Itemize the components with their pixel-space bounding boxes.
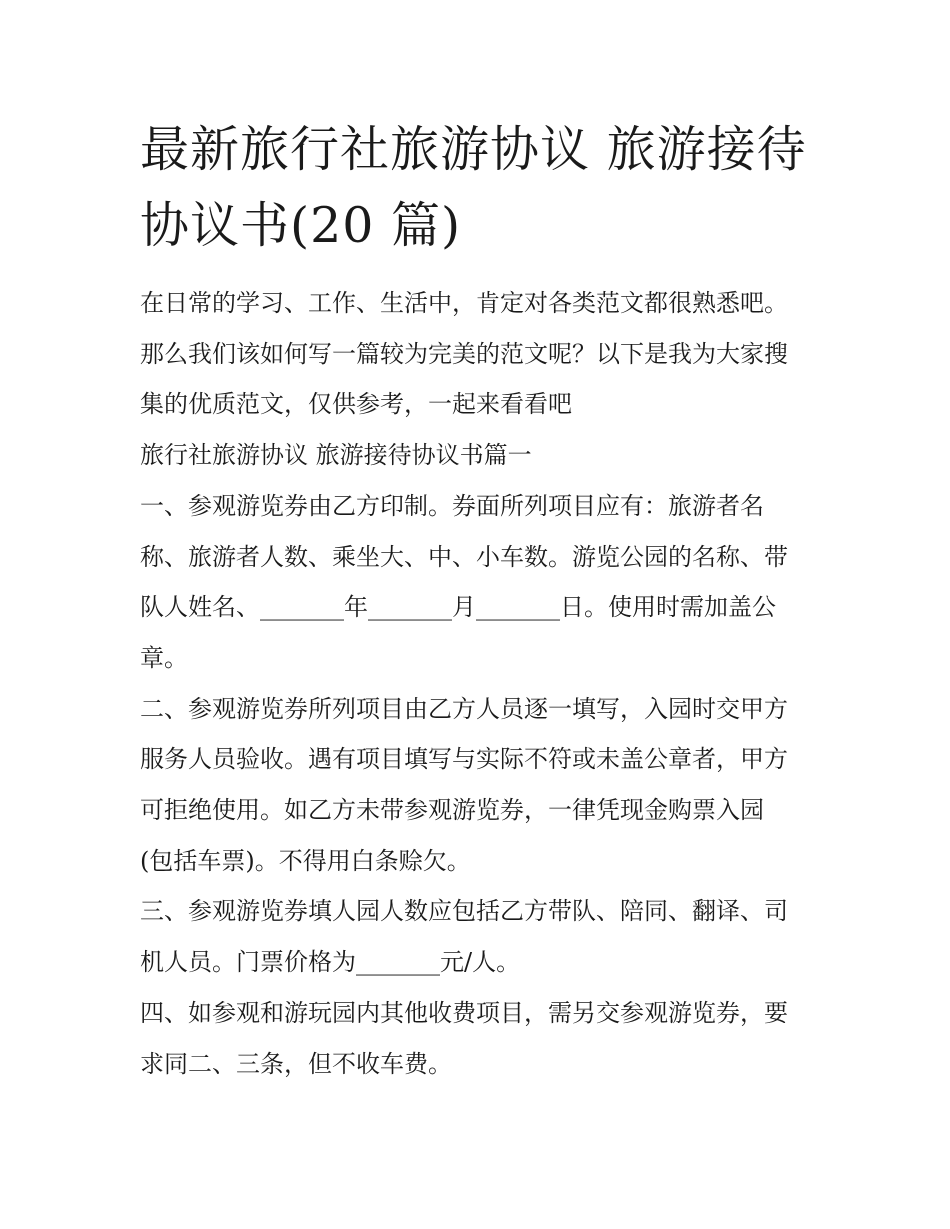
text-line: 集的优质范文，仅供参考，一起来看看吧 [140,390,572,419]
text-line: 称、旅游者人数、乘坐大、中、小车数。游览公园的名称、带 [140,542,788,571]
text-line: 章。 [140,643,188,672]
clause-three [140,886,830,987]
intro-paragraph [140,278,830,430]
clause-one [140,481,830,684]
title-line: 最新旅行社旅游协议 旅游接待 [140,121,807,178]
text-line: 机人员。门票价格为_______元/人。 [140,948,521,977]
section-heading [140,430,830,481]
text-line: 服务人员验收。遇有项目填写与实际不符或未盖公章者，甲方 [140,745,788,774]
text-line: 可拒绝使用。如乙方未带参观游览券，一律凭现金购票入园 [140,796,764,825]
text-line: 四、如参观和游玩园内其他收费项目，需另交参观游览券，要 [140,998,788,1027]
text-line: 二、参观游览券所列项目由乙方人员逐一填写，入园时交甲方 [140,694,788,723]
clause-four [140,988,830,1089]
text-line: (包括车票)。不得用白条赊欠。 [140,846,471,875]
text-line: 那么我们该如何写一篇较为完美的范文呢？以下是我为大家搜 [140,339,788,368]
text-line: 队人姓名、_______年_______月_______日。使用时需加盖公 [140,593,776,622]
clause-two [140,684,830,887]
text-line: 一、参观游览券由乙方印制。券面所列项目应有：旅游者名 [140,491,764,520]
text-line: 在日常的学习、工作、生活中，肯定对各类范文都很熟悉吧。 [140,289,788,317]
document-title [140,112,830,264]
text-line: 旅行社旅游协议 旅游接待协议书篇一 [140,441,532,470]
document-page [140,112,830,1089]
title-line: 协议书(20 篇) [140,197,462,254]
text-line: 求同二、三条，但不收车费。 [140,1049,452,1078]
text-line: 三、参观游览券填人园人数应包括乙方带队、陪同、翻译、司 [140,897,788,926]
